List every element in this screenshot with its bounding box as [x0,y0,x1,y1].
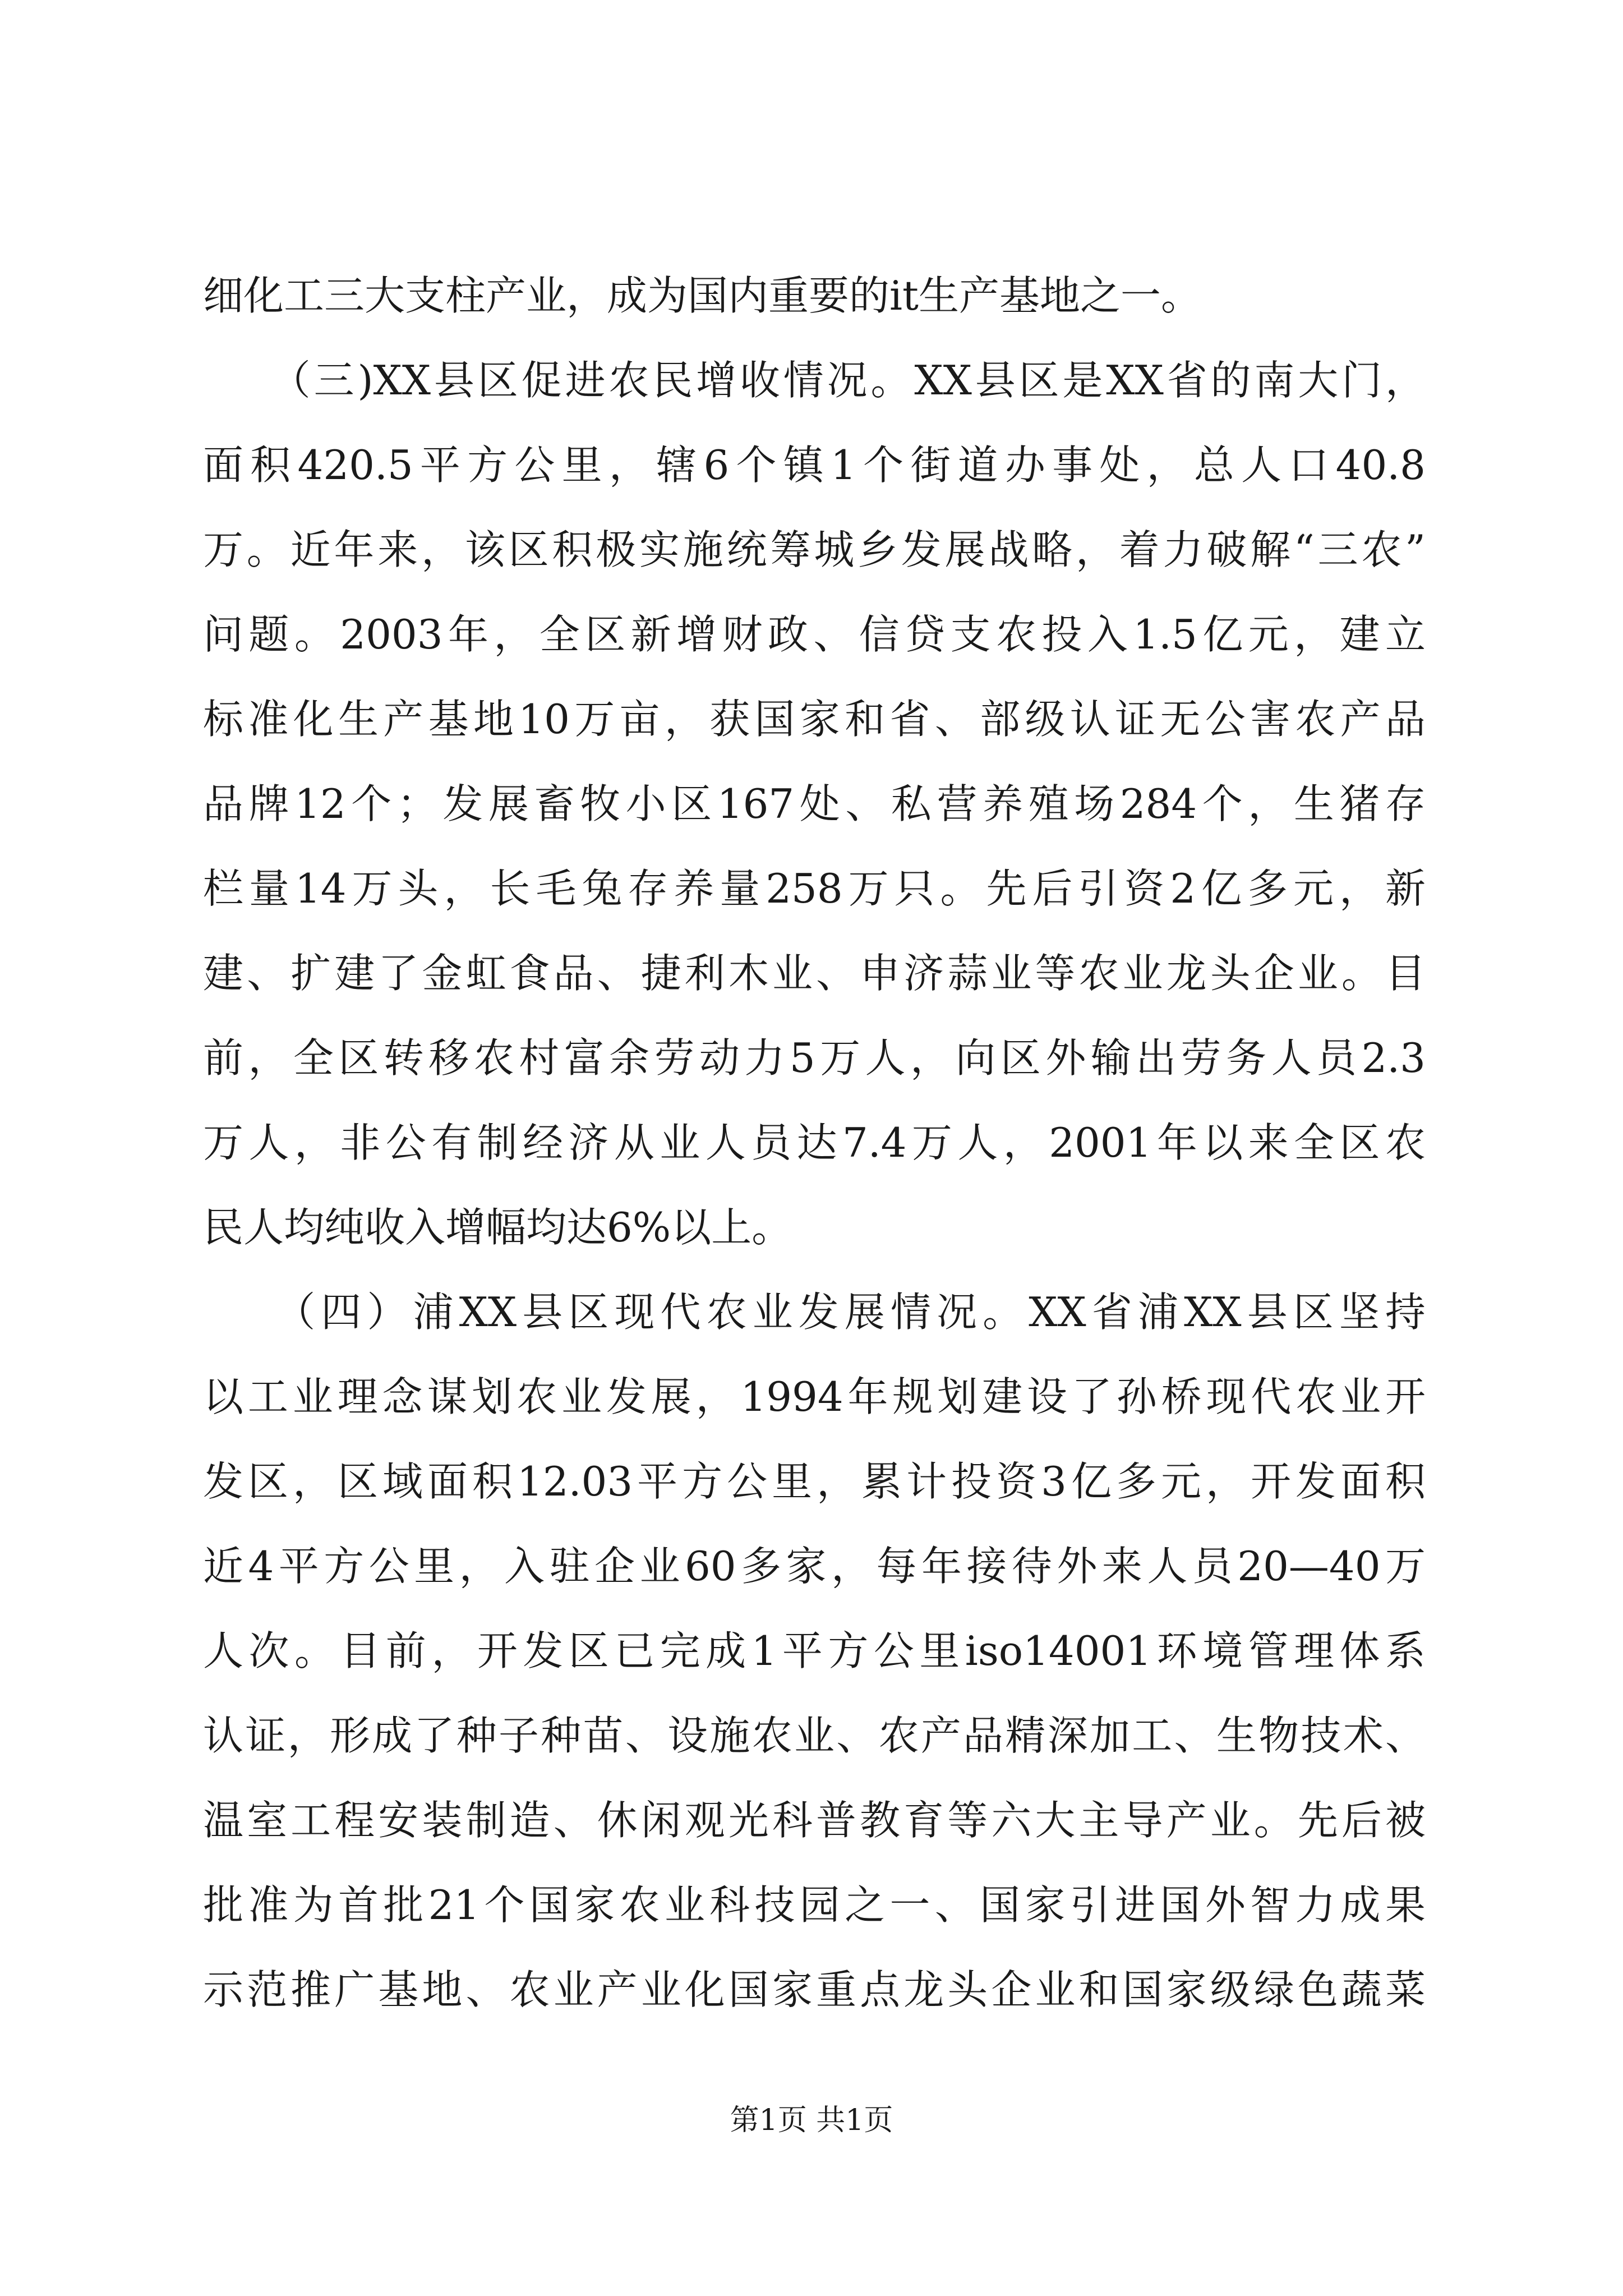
text-line: 近4平方公里，入驻企业60多家，每年接待外来人员20—40万 [203,1543,1426,1590]
document-body [203,254,1426,2032]
text-line: 万人，非公有制经济从业人员达7.4万人，2001年以来全区农 [203,1119,1426,1166]
text-line: 批准为首批21个国家农业科技园之一、国家引进国外智力成果 [203,1881,1426,1929]
text-line: 面积420.5平方公里，辖6个镇1个街道办事处，总人口40.8 [203,441,1426,489]
text-line: 栏量14万头，长毛兔存养量258万只。先后引资2亿多元，新 [203,865,1426,912]
text-line: 温室工程安装制造、休闲观光科普教育等六大主导产业。先后被 [203,1797,1426,1844]
page-footer: 第1页 共1页 [730,2104,893,2137]
text-line: 问题。2003年，全区新增财政、信贷支农投入1.5亿元，建立 [203,611,1426,658]
text-line: （四）浦XX县区现代农业发展情况。XX省浦XX县区坚持 [203,1289,1426,1336]
text-line: 民人均纯收入增幅均达6%以上。 [203,1204,792,1251]
text-line: 建、扩建了金虹食品、捷利木业、申济蒜业等农业龙头企业。目 [203,950,1426,997]
text-line: （三)XX县区促进农民增收情况。XX县区是XX省的南大门， [203,357,1426,404]
text-line: 人次。目前，开发区已完成1平方公里iso14001环境管理体系 [203,1627,1426,1674]
text-line: 细化工三大支柱产业，成为国内重要的it生产基地之一。 [203,272,1201,319]
text-line: 认证，形成了种子种苗、设施农业、农产品精深加工、生物技术、 [203,1712,1426,1759]
text-line: 标准化生产基地10万亩，获国家和省、部级认证无公害农产品 [203,696,1426,743]
text-line: 前，全区转移农村富余劳动力5万人，向区外输出劳务人员2.3 [203,1034,1426,1082]
text-line: 发区，区域面积12.03平方公里，累计投资3亿多元，开发面积 [203,1458,1426,1505]
text-line: 以工业理念谋划农业发展，1994年规划建设了孙桥现代农业开 [203,1373,1426,1420]
text-line: 示范推广基地、农业产业化国家重点龙头企业和国家级绿色蔬菜 [203,1966,1426,2013]
text-line: 品牌12个；发展畜牧小区167处、私营养殖场284个，生猪存 [203,780,1426,827]
text-line: 万。近年来，该区积极实施统筹城乡发展战略，着力破解“三农” [203,526,1426,573]
